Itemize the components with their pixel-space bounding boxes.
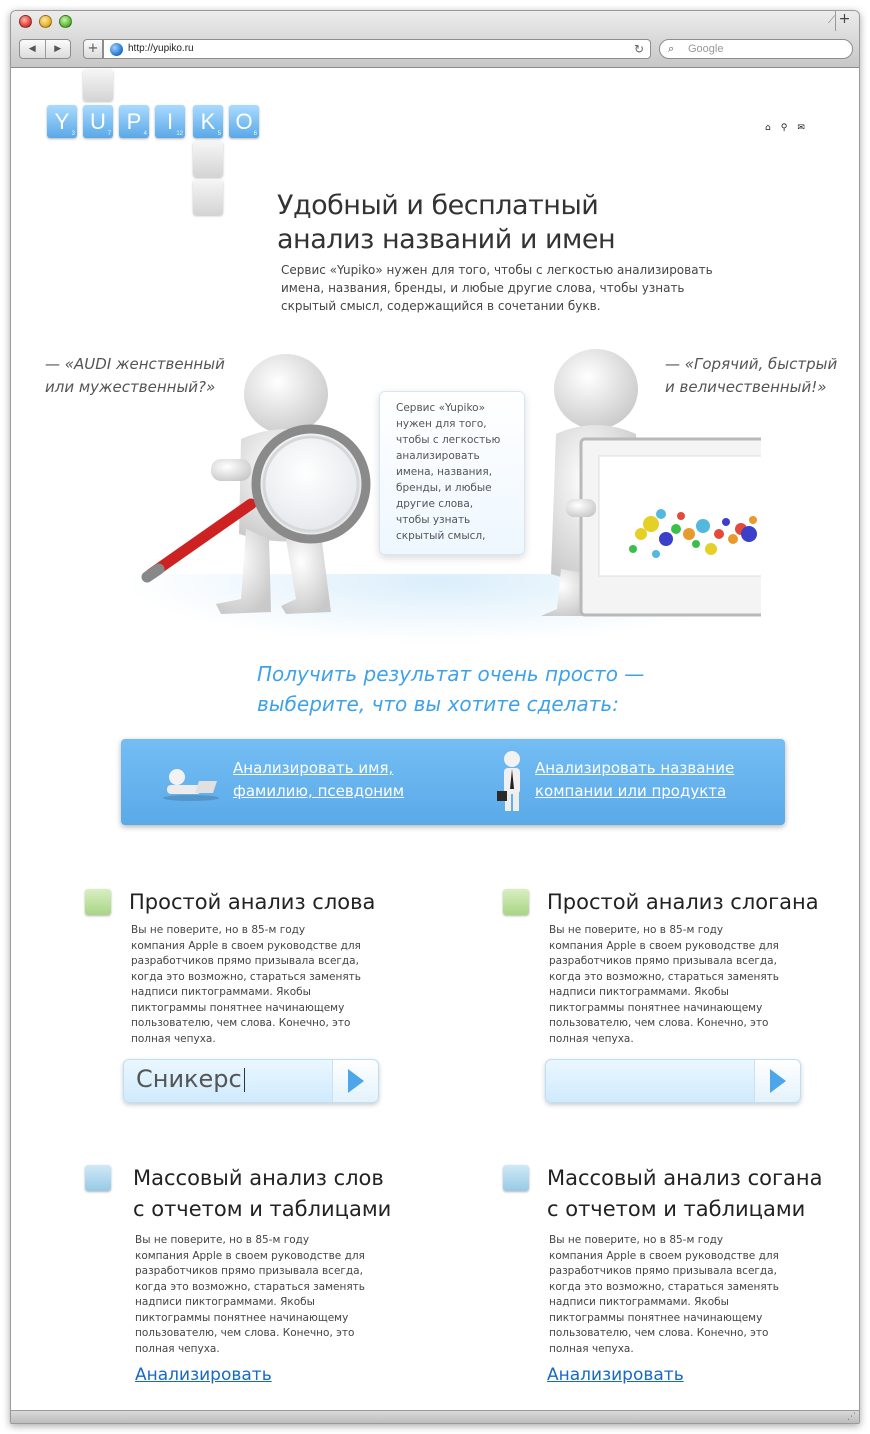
mass-words-title-line-1: Массовый анализ слов <box>133 1166 384 1190</box>
globe-icon <box>110 43 123 56</box>
person-laptop-icon <box>161 759 223 801</box>
logo-letter-u: U 7 <box>83 105 113 138</box>
browser-toolbar <box>11 11 859 68</box>
mass-slogan-title-line-2: с отчетом и таблицами <box>547 1197 806 1221</box>
mail-icon[interactable]: ✉ <box>797 123 805 133</box>
word-section-title: Простой анализ слова <box>129 890 376 914</box>
quote-left-line-1: — «AUDI женственный <box>45 355 225 373</box>
page-title-line-1: Удобный и бесплатный <box>277 190 599 221</box>
add-bookmark-button[interactable]: + <box>83 39 103 59</box>
top-icon-bar <box>765 123 805 133</box>
intro-text: Сервис «Yupiko» нужен для того, чтобы с легкостью анализировать имена, названия, бренды, и любые другие слова, чтобы узнать скрытый смысл, содержащийся в сочетании букв. <box>281 263 713 313</box>
info-bubble: Сервис «Yupiko» нужен для того, чтобы с легкостью анализировать имена, названия, бренды, и любые другие слова, чтобы узнать скрытый смысл, <box>379 391 525 555</box>
word-section-icon <box>85 889 111 915</box>
word-section-text: Вы не поверите, но в 85-м году компания Apple в своем руководстве для разработчиков прямо призывала всегда, когда это возможно, стараться заменять надписи пиктограммами. Якобы пиктограммы понятнее начинающему пользователю, чем слова. Конечно, это полная чепуха. <box>131 924 361 1045</box>
browser-window <box>10 10 860 1424</box>
slogan-submit-button[interactable] <box>754 1060 800 1102</box>
close-window-button[interactable] <box>19 15 32 28</box>
action-bar <box>121 739 785 825</box>
quote-left-line-2: или мужественный?» <box>45 378 216 396</box>
word-input[interactable] <box>123 1059 379 1103</box>
url-text[interactable]: http://yupiko.ru <box>128 43 194 54</box>
web-page <box>11 69 859 1411</box>
mass-words-section-text: Вы не поверите, но в 85-м году компания Apple в своем руководстве для разработчиков прямо призывала всегда, когда это возможно, стараться заменять надписи пиктограммами. Якобы пиктограммы понятнее начинающему пользователю, чем слова. Конечно, это полная чепуха. <box>135 1234 365 1355</box>
minimize-window-button[interactable] <box>39 15 52 28</box>
analyze-company-link-line-2: компании или продукта <box>535 782 727 800</box>
search-field[interactable] <box>659 39 853 59</box>
logo-grey-tile <box>193 179 223 215</box>
search-icon: ⌕ <box>668 42 675 55</box>
logo-letter-y: Y 3 <box>47 105 77 138</box>
arrow-right-icon <box>348 1069 364 1093</box>
page-title-line-2: анализ названий и имен <box>277 224 616 255</box>
mass-slogan-section-text: Вы не поверите, но в 85-м году компания Apple в своем руководстве для разработчиков прямо призывала всегда, когда это возможно, стараться заменять надписи пиктограммами. Якобы пиктограммы понятнее начинающему пользователю, чем слова. Конечно, это полная чепуха. <box>549 1234 779 1355</box>
logo-letter-k: K 5 <box>193 105 223 138</box>
mass-words-analyze-link[interactable]: Анализировать <box>135 1365 272 1385</box>
mass-slogan-section-title <box>547 1163 822 1225</box>
slogan-section-text: Вы не поверите, но в 85-м году компания Apple в своем руководстве для разработчиков прямо призывала всегда, когда это возможно, стараться заменять надписи пиктограммами. Якобы пиктограммы понятнее начинающему пользователю, чем слова. Конечно, это полная чепуха. <box>549 924 779 1045</box>
logo-grey-tile <box>83 69 113 101</box>
logo-letter-p: P 4 <box>119 105 149 138</box>
mass-slogan-title-line-1: Массовый анализ согана <box>547 1166 823 1190</box>
word-input-value[interactable]: Сникерс <box>136 1065 245 1093</box>
search-placeholder: Google <box>688 43 724 55</box>
mass-words-title-line-2: с отчетом и таблицами <box>133 1197 392 1221</box>
resize-icon: ⟋ <box>828 15 835 26</box>
mass-words-section-icon <box>85 1165 111 1191</box>
quote-right-line-2: и величественный!» <box>665 378 827 396</box>
call-to-action <box>257 659 644 719</box>
businessman-icon <box>497 749 527 815</box>
logo-letter-i: I 12 <box>155 105 185 138</box>
forward-button[interactable]: ▶ <box>45 40 71 58</box>
mass-slogan-analyze-link[interactable]: Анализировать <box>547 1365 684 1385</box>
figure-with-magnifier <box>147 354 366 614</box>
analyze-name-link-line-2: фамилию, псевдоним <box>233 782 405 800</box>
mass-slogan-section-icon <box>503 1165 529 1191</box>
quote-right-line-1: — «Горячий, быстрый <box>665 355 838 373</box>
search-icon[interactable]: ⚲ <box>780 123 788 133</box>
analyze-company-link-line-1: Анализировать название <box>535 759 735 777</box>
analyze-name-link-line-1: Анализировать имя, <box>233 759 394 777</box>
status-bar <box>11 1410 859 1423</box>
back-button[interactable]: ◀ <box>28 44 36 54</box>
analyze-name-link[interactable] <box>233 757 404 803</box>
new-tab-button[interactable]: + <box>835 11 853 31</box>
cta-line-1: Получить результат очень просто — <box>257 662 645 686</box>
logo-grey-tile <box>193 141 223 177</box>
history-nav <box>19 39 71 59</box>
analyze-company-link[interactable] <box>535 757 734 803</box>
zoom-window-button[interactable] <box>59 15 72 28</box>
reload-button[interactable]: ↻ <box>633 42 644 56</box>
arrow-right-icon <box>770 1069 786 1093</box>
slogan-input[interactable] <box>545 1059 801 1103</box>
page-title <box>277 189 615 257</box>
logo-letter-o: O 6 <box>229 105 259 138</box>
resize-grip-icon[interactable]: ⋰ <box>847 1412 856 1422</box>
slogan-section-icon <box>503 889 529 915</box>
mass-words-section-title <box>133 1163 391 1225</box>
home-icon[interactable]: ⌂ <box>765 123 771 133</box>
word-submit-button[interactable] <box>332 1060 378 1102</box>
figure-with-chart-board <box>541 349 761 616</box>
slogan-section-title: Простой анализ слогана <box>547 890 819 914</box>
cta-line-2: выберите, что вы хотите сделать: <box>257 692 619 716</box>
address-bar[interactable] <box>103 39 651 59</box>
